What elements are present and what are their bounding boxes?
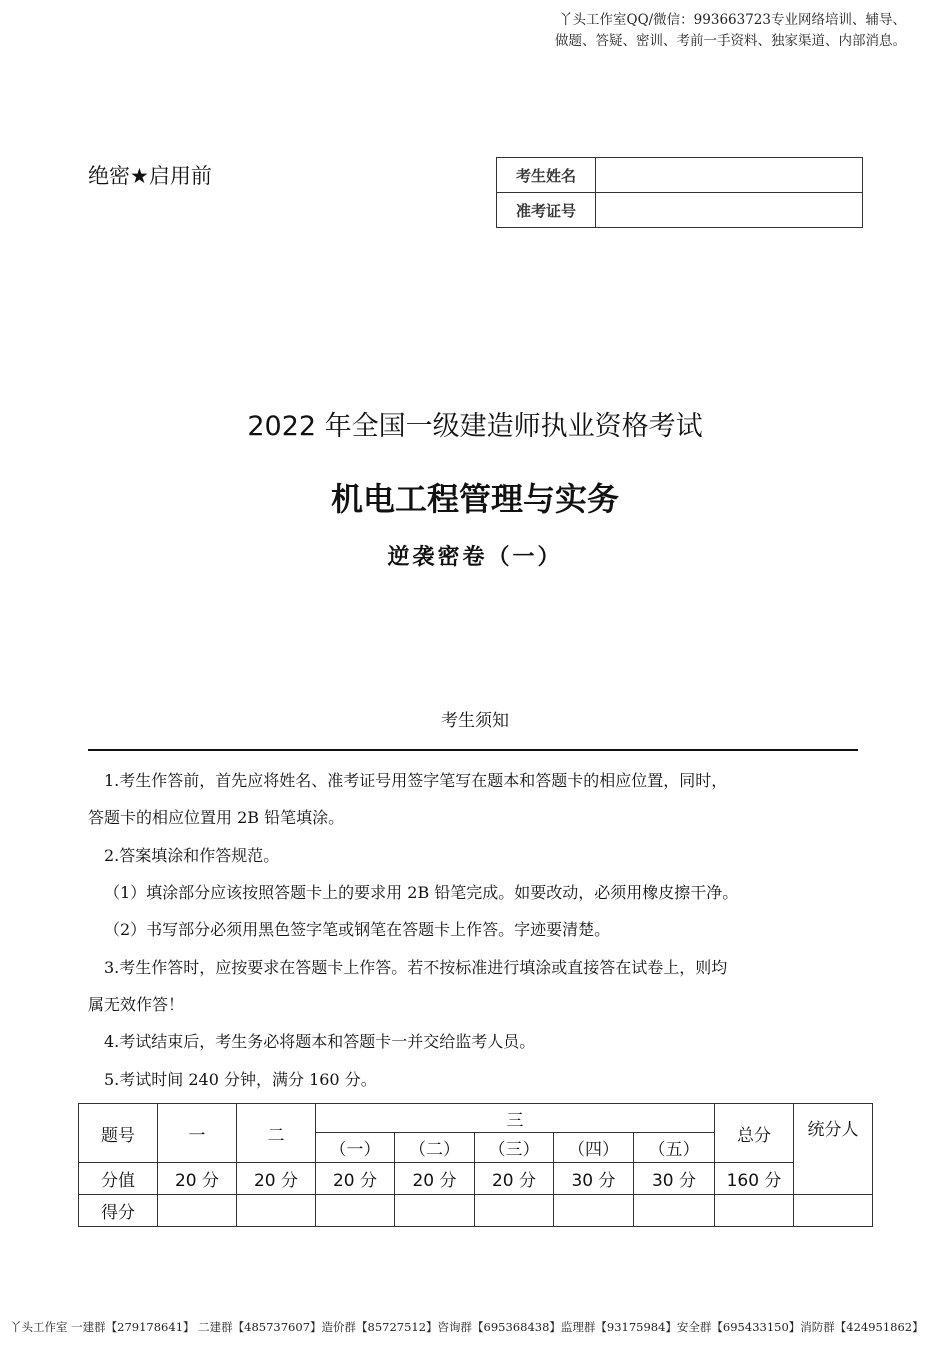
scorer-label: 统分人 — [807, 1119, 859, 1140]
score-cell-part-two[interactable] — [237, 1195, 316, 1227]
notice-item-2-1: （1）填涂部分应该按照答题卡上的要求用 2B 铅笔完成。如要改动，必须用橡皮擦干净。 — [104, 883, 739, 902]
part-two-header: 二 — [237, 1104, 316, 1163]
part-three-sub-2: （二） — [395, 1133, 475, 1163]
candidate-id-field[interactable] — [596, 193, 863, 228]
notice-divider — [88, 749, 858, 751]
header-note — [555, 10, 906, 52]
score-cell-sub-5[interactable] — [634, 1195, 715, 1227]
score-cell-part-one[interactable] — [158, 1195, 237, 1227]
score-cell-sub-1[interactable] — [316, 1195, 395, 1227]
candidate-id-label: 准考证号 — [497, 193, 596, 228]
part-three-header: 三 — [316, 1104, 715, 1133]
scorer-header — [794, 1104, 873, 1195]
points-sub-2: 20 分 — [395, 1163, 475, 1195]
candidate-name-label: 考生姓名 — [497, 158, 596, 193]
notice-item-1: 1.考生作答前，首先应将姓名、准考证号用签字笔写在题本和答题卡的相应位置，同时， — [104, 771, 728, 790]
secret-label: 绝密★启用前 — [88, 164, 212, 188]
points-sub-3: 20 分 — [475, 1163, 554, 1195]
notice-heading: 考生须知 — [441, 711, 509, 731]
part-three-sub-4: （四） — [554, 1133, 634, 1163]
score-table — [78, 1103, 873, 1227]
notice-item-3-cont: 属无效作答！ — [88, 995, 185, 1014]
points-sub-5: 30 分 — [634, 1163, 715, 1195]
points-sub-4: 30 分 — [554, 1163, 634, 1195]
paper-title: 逆袭密卷（一） — [387, 544, 563, 570]
notice-item-1-cont: 答题卡的相应位置用 2B 铅笔填涂。 — [88, 808, 345, 827]
points-part-two: 20 分 — [237, 1163, 316, 1195]
notice-item-2-2: （2）书写部分必须用黑色签字笔或钢笔在答题卡上作答。字迹要清楚。 — [104, 920, 611, 939]
notice-item-3: 3.考生作答时，应按要求在答题卡上作答。若不按标准进行填涂或直接答在试卷上，则均 — [104, 958, 728, 977]
part-three-sub-5: （五） — [634, 1133, 715, 1163]
question-number-label: 题号 — [79, 1104, 158, 1163]
part-three-sub-1: （一） — [316, 1133, 395, 1163]
score-cell-sub-3[interactable] — [475, 1195, 554, 1227]
part-three-sub-3: （三） — [475, 1133, 554, 1163]
notice-item-5: 5.考试时间 240 分钟，满分 160 分。 — [104, 1070, 377, 1089]
points-label: 分值 — [79, 1163, 158, 1195]
header-note-line2: 做题、答疑、密训、考前一手资料、独家渠道、内部消息。 — [555, 33, 906, 49]
candidate-name-field[interactable] — [596, 158, 863, 193]
notice-item-4: 4.考试结束后，考生务必将题本和答题卡一并交给监考人员。 — [104, 1032, 536, 1051]
total-score-header: 总分 — [715, 1104, 794, 1163]
points-part-one: 20 分 — [158, 1163, 237, 1195]
exam-title: 2022 年全国一级建造师执业资格考试 — [247, 411, 703, 442]
score-label: 得分 — [79, 1195, 158, 1227]
points-sub-1: 20 分 — [316, 1163, 395, 1195]
footer-note: 丫头工作室 一建群【279178641】 二建群【485737607】造价群【85727512】咨询群【695368438】监理群【93175984】安全群【695433150】消防群【424951862】 — [10, 1320, 924, 1334]
notice-item-2: 2.答案填涂和作答规范。 — [104, 846, 280, 865]
part-one-header: 一 — [158, 1104, 237, 1163]
score-cell-sub-2[interactable] — [395, 1195, 475, 1227]
score-cell-sub-4[interactable] — [554, 1195, 634, 1227]
points-total: 160 分 — [715, 1163, 794, 1195]
header-note-line1: 丫头工作室QQ/微信：993663723专业网络培训、辅导、 — [559, 12, 906, 28]
subject-title: 机电工程管理与实务 — [330, 480, 619, 518]
score-cell-scorer[interactable] — [794, 1195, 873, 1227]
score-cell-total[interactable] — [715, 1195, 794, 1227]
candidate-info-table — [496, 157, 863, 228]
